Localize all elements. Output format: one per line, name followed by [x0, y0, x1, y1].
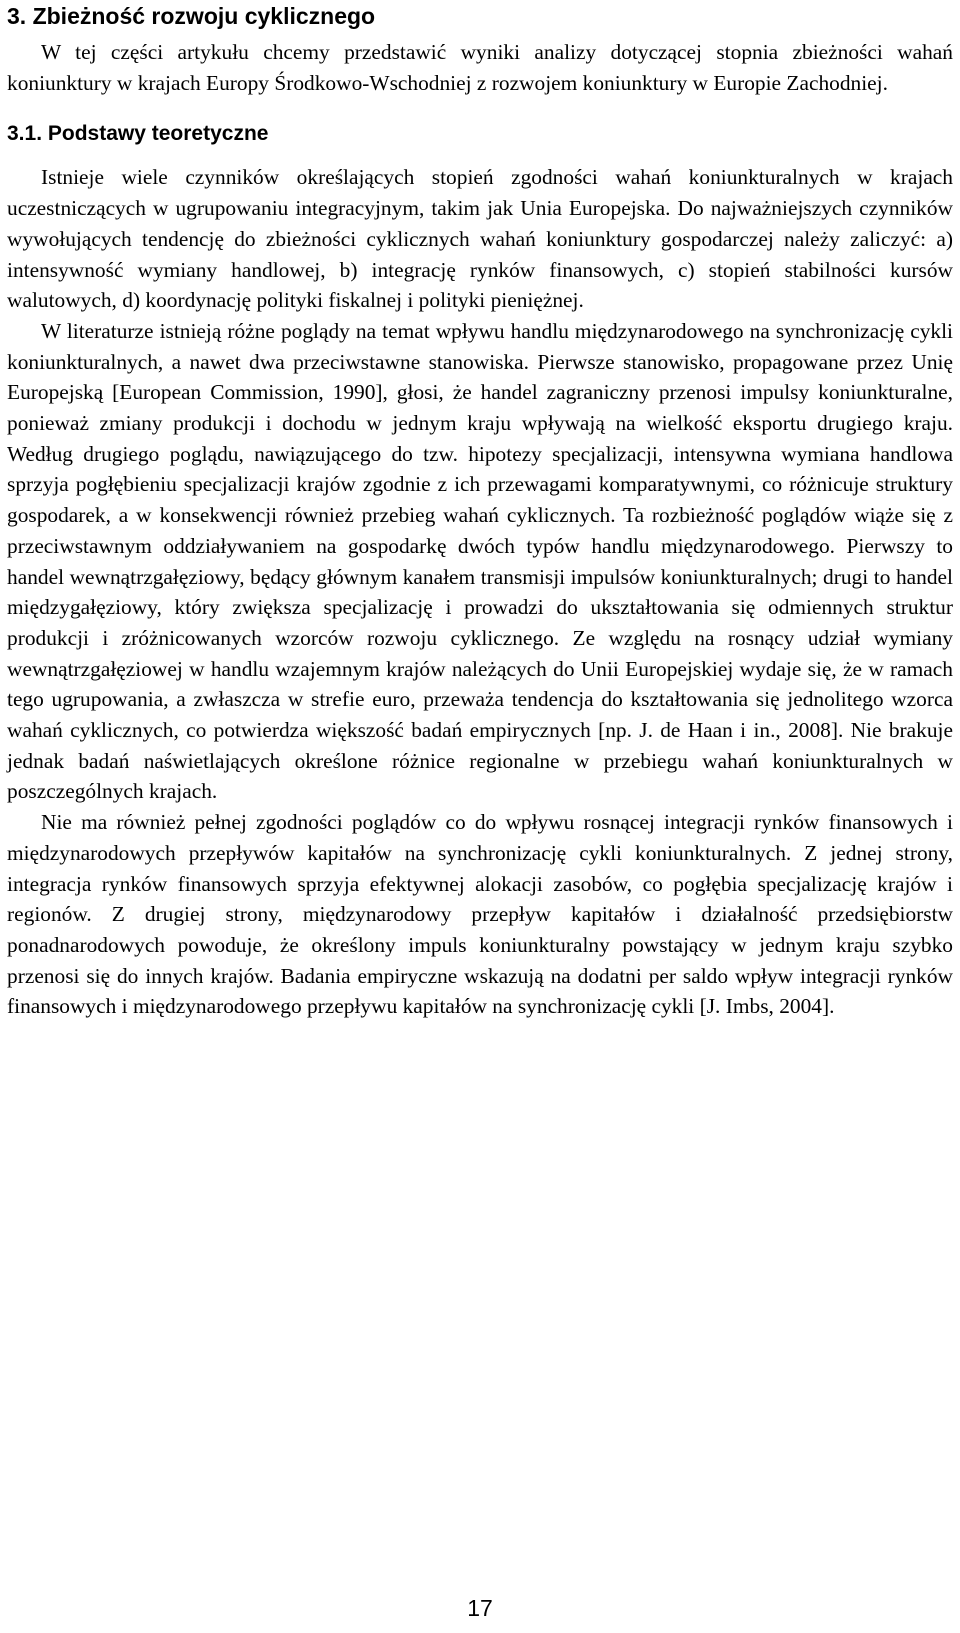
paragraph-determinants: Istnieje wiele czynników określających stopień zgodności wahań koniunkturalnych w krajach uczestniczących w ugrupowaniu integracyjnym, takim jak Unia Europejska. Do najważniejszych czynników wywołujących tendencję do zbieżności cyklicznych wahań koniunktury gospodarczej należy zaliczyć: a) intensywność wymiany handlowej, b) integrację rynków finansowych, c) stopień stabilności kursów walutowych, d) koordynację polityki fiskalnej i polityki pieniężnej.	[7, 165, 953, 313]
paragraph-trade: W literaturze istnieją różne poglądy na temat wpływu handlu międzynarodowego na synchronizację cykli koniunkturalnych, a nawet dwa przeciwstawne stanowiska. Pierwsze stanowisko, propagowane przez Unię Europejską [European Commission, 1990], głosi, że handel zagraniczny przenosi impulsy koniunkturalne, ponieważ zmiany produkcji i dochodu w jednym kraju wpływają na wielkość eksportu drugiego kraju. Według drugiego poglądu, nawiązującego do tzw. hipotezy specjalizacji, intensywna wymiana handlowa sprzyja pogłębieniu specjalizacji krajów zgodnie z ich przewagami komparatywnymi, co różnicuje struktury gospodarek, a w konsekwencji również przebieg wahań cyklicznych. Ta rozbieżność poglądów wiąże się z przeciwstawnym oddziaływaniem na gospodarkę dwóch typów handlu międzynarodowego. Pierwszy to handel wewnątrzgałęziowy, będący głównym kanałem transmisji impulsów koniunkturalnych; drugi to handel międzygałęziowy, który zwiększa specjalizację i prowadzi do ukształtowania się odmiennych struktur produkcji i zróżnicowanych wzorców rozwoju cyklicznego. Ze względu na rosnący udział wymiany wewnątrzgałęziowej w handlu wzajemnym krajów należących do Unii Europejskiej wydaje się, że w ramach tego ugrupowania, a zwłaszcza w strefie euro, przeważa tendencja do kształtowania się jednolitego wzorca wahań cyklicznych, co potwierdza większość badań empirycznych [np. J. de Haan i in., 2008]. Nie brakuje jednak badań naświetlających określone różnice regionalne w przebiegu wahań koniunkturalnych w poszczególnych krajach.	[7, 318, 953, 804]
section-intro-paragraph: W tej części artykułu chcemy przedstawić wyniki analizy dotyczącej stopnia zbieżności wahań koniunktury w krajach Europy Środkowo-Wschodniej z rozwojem koniunktury w Europie Zachodniej.	[7, 40, 953, 95]
subsection-number: 3.1.	[7, 122, 43, 146]
section-heading	[7, 0, 953, 30]
document-page	[7, 0, 953, 1022]
section-number: 3.	[7, 3, 27, 29]
paragraph-finance: Nie ma również pełnej zgodności poglądów co do wpływu rosnącej integracji rynków finansowych i międzynarodowych przepływów kapitałów na synchronizację cykli koniunkturalnych. Z jednej strony, integracja rynków finansowych sprzyja efektywnej alokacji zasobów, co pogłębia specjalizację krajów i regionów. Z drugiej strony, międzynarodowy przepływ kapitałów i działalność przedsiębiorstw ponadnarodowych powoduje, że określony impuls koniunkturalny powstający w jednym kraju szybko przenosi się do innych krajów. Badania empiryczne wskazują na dodatni per saldo wpływ integracji rynków finansowych i międzynarodowego przepływu kapitałów na synchronizację cykli [J. Imbs, 2004].	[7, 810, 953, 1019]
subsection-title: Podstawy teoretyczne	[47, 122, 269, 146]
section-title: Zbieżność rozwoju cyklicznego	[32, 3, 376, 29]
subsection-heading	[7, 120, 953, 148]
page-number: 17	[467, 1595, 493, 1621]
